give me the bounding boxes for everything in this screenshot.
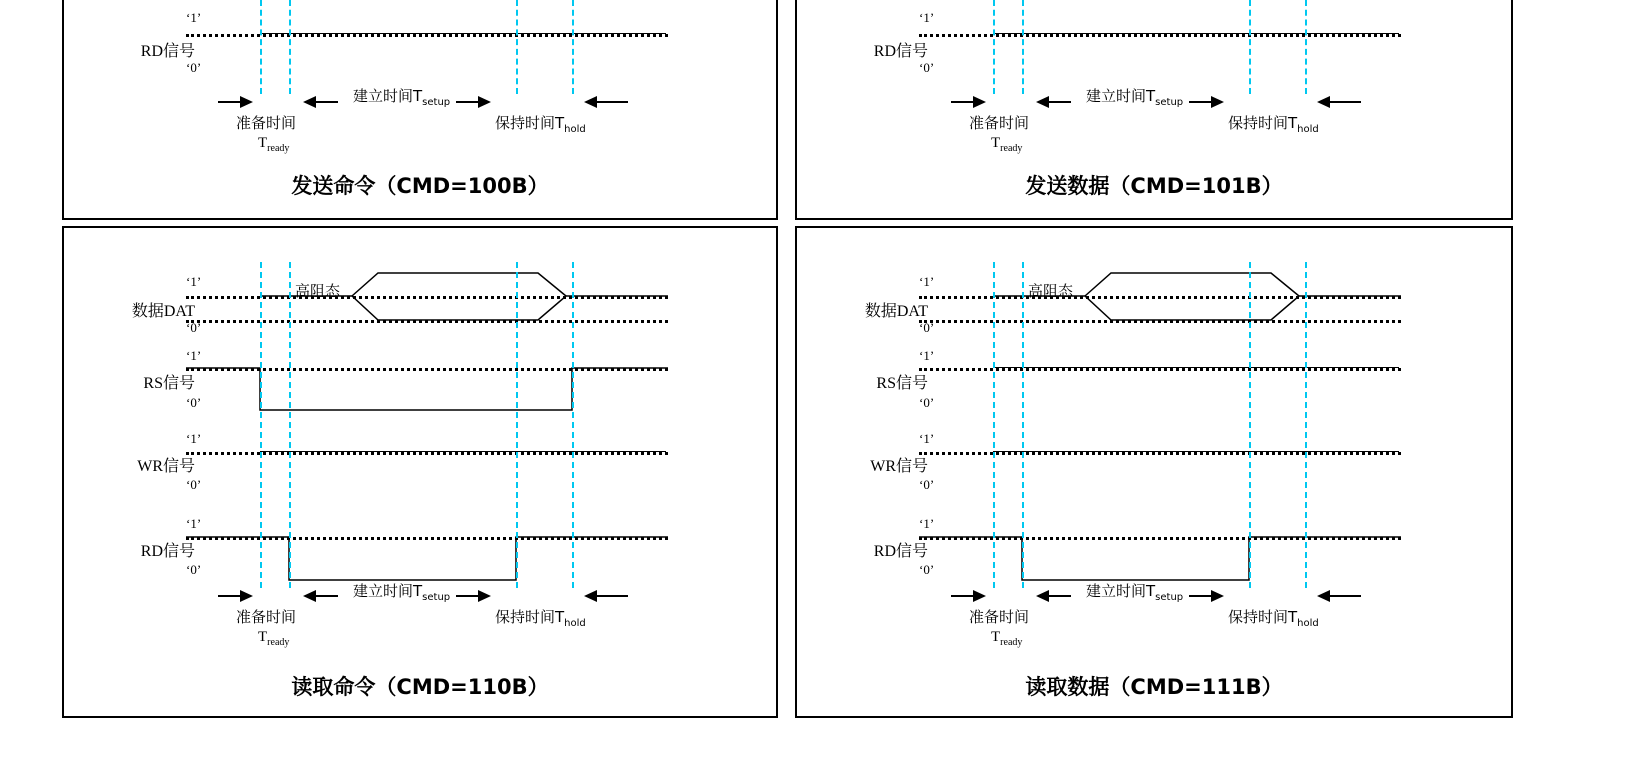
ready-label-tl: 准备时间 — [236, 114, 297, 132]
signal-label-rd-br: RD信号 — [873, 543, 928, 560]
cyan-marker-br-4 — [1305, 262, 1307, 588]
signal-label-dat-bl: 数据DAT — [131, 303, 195, 320]
setup-text-tl: 建立时间T — [353, 87, 423, 105]
signal-label-rs-br: RS信号 — [876, 375, 928, 392]
setup-label-br — [1086, 580, 1183, 603]
dat-high-br: ‘1’ — [919, 274, 935, 289]
wr-low-br: ‘0’ — [919, 477, 935, 492]
wr-high-bl: ‘1’ — [186, 431, 202, 446]
signal-label-wr-br: WR信号 — [870, 458, 928, 475]
ready-sym-bl: $T_{ready}$ — [258, 629, 290, 648]
signal-label-rd-bl: RD信号 — [140, 543, 195, 560]
hold-bar-br — [1189, 595, 1215, 597]
rs-high-br: ‘1’ — [919, 348, 935, 363]
setup-sub-tr: setup — [1155, 97, 1184, 108]
rs-high-bl: ‘1’ — [186, 348, 202, 363]
ready-label-bl: 准备时间 — [236, 608, 297, 626]
signal-label-rd-tr: RD信号 — [873, 43, 928, 60]
rd-high-bl: ‘1’ — [186, 516, 202, 531]
dat-low-bl: ‘0’ — [186, 320, 202, 335]
ready-sym-tl: $T_{ready}$ — [258, 135, 290, 154]
signal-label-dat-br: 数据DAT — [864, 303, 928, 320]
dat-high-bl: ‘1’ — [186, 274, 202, 289]
ready-sym-tr: $T_{ready}$ — [991, 135, 1023, 154]
caption-read-data: 读取数据（CMD=111B） — [1025, 675, 1283, 699]
hold-label-br — [1228, 606, 1319, 629]
setup-text-br: 建立时间T — [1086, 582, 1156, 600]
hold-text-tr: 保持时间T — [1228, 114, 1298, 132]
ready-arrow-left-br — [1036, 590, 1049, 602]
rs-low-br: ‘0’ — [919, 395, 935, 410]
cyan-marker-br-2 — [1022, 262, 1024, 588]
hiz-label-bl: 高阻态 — [295, 282, 341, 300]
wr-high-br: ‘1’ — [919, 431, 935, 446]
hold-sub-br: hold — [1297, 618, 1319, 629]
level-high-tl: ‘1’ — [186, 10, 202, 25]
setup-text-tr: 建立时间T — [1086, 87, 1156, 105]
ready-sub-bl: ready — [267, 637, 290, 648]
setup-sub-br: setup — [1155, 592, 1184, 603]
wr-low-bl: ‘0’ — [186, 477, 202, 492]
rd-low-br: ‘0’ — [919, 562, 935, 577]
ready-sym-br: $T_{ready}$ — [991, 629, 1023, 648]
ready-arrow-right-br — [973, 590, 986, 602]
caption-send-command: 发送命令（CMD=100B） — [291, 174, 549, 198]
level-high-tr: ‘1’ — [919, 10, 935, 25]
ready-sub-tr: ready — [1000, 143, 1023, 154]
hold-sub-tr: hold — [1297, 124, 1319, 135]
setup-sub-tl: setup — [422, 97, 451, 108]
ready-sub-br: ready — [1000, 637, 1023, 648]
caption-read-command: 读取命令（CMD=110B） — [291, 675, 549, 699]
level-low-tl: ‘0’ — [186, 60, 202, 75]
level-low-tr: ‘0’ — [919, 60, 935, 75]
cyan-marker-br-3 — [1249, 262, 1251, 588]
rd-low-bl: ‘0’ — [186, 562, 202, 577]
cyan-marker-br-1 — [993, 262, 995, 588]
signal-label-rs-bl: RS信号 — [143, 375, 195, 392]
ready-label-tr: 准备时间 — [969, 114, 1030, 132]
ready-label-br: 准备时间 — [969, 608, 1030, 626]
rd-high-br: ‘1’ — [919, 516, 935, 531]
setup-sub-bl: setup — [422, 592, 451, 603]
ready-bar2-br — [1049, 595, 1071, 597]
signal-label-wr-bl: WR信号 — [137, 458, 195, 475]
hold-sub-tl: hold — [564, 124, 586, 135]
signal-label-rd-tl: RD信号 — [140, 43, 195, 60]
hold-text-br: 保持时间T — [1228, 608, 1298, 626]
dat-low-br: ‘0’ — [919, 320, 935, 335]
hiz-label-br: 高阻态 — [1028, 282, 1074, 300]
hold-sub-bl: hold — [564, 618, 586, 629]
hold-text-tl: 保持时间T — [495, 114, 565, 132]
setup-text-bl: 建立时间T — [353, 582, 423, 600]
ready-sub-tl: ready — [267, 143, 290, 154]
hold-text-bl: 保持时间T — [495, 608, 565, 626]
rs-low-bl: ‘0’ — [186, 395, 202, 410]
hold-bar2-br — [1329, 595, 1361, 597]
caption-send-data: 发送数据（CMD=101B） — [1025, 174, 1283, 198]
